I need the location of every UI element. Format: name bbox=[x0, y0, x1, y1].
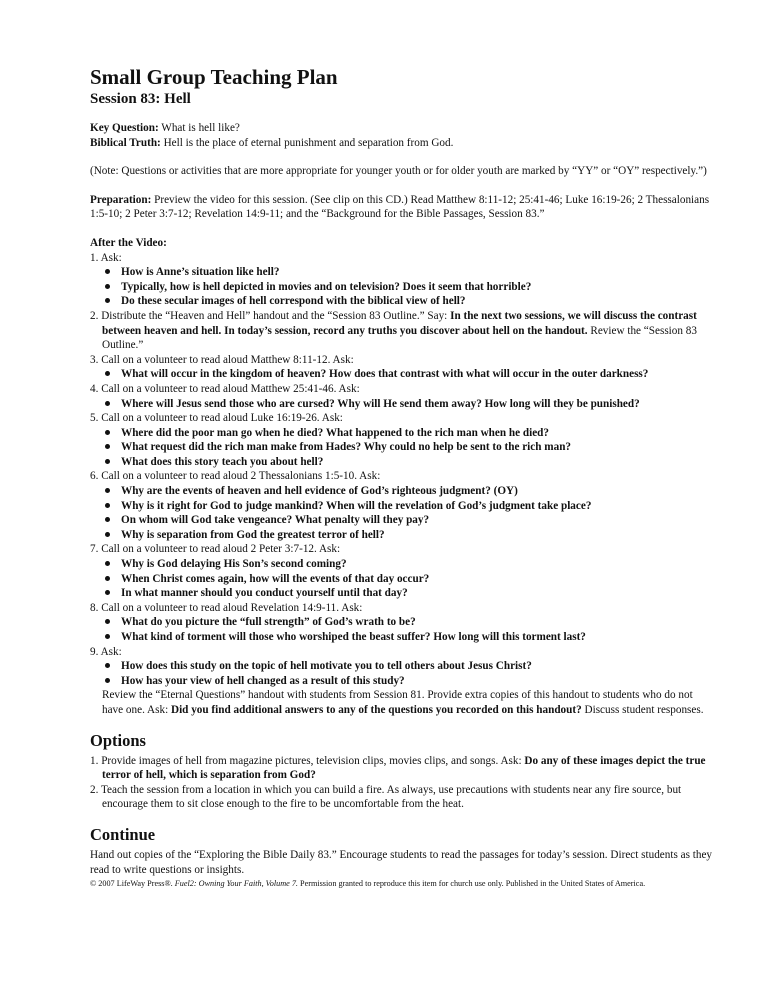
question-item: Where will Jesus send those who are cursed? Why will He send them away? How long will they be punished? bbox=[103, 397, 715, 412]
step-5: 5. Call on a volunteer to read aloud Luke 16:19-26. Ask: bbox=[90, 412, 343, 425]
continue-heading: Continue bbox=[90, 824, 156, 844]
option-1 bbox=[90, 754, 715, 783]
footer-suffix: Permission granted to reproduce this item for church use only. Published in the United States of America. bbox=[297, 879, 646, 889]
step-6: 6. Call on a volunteer to read aloud 2 Thessalonians 1:5-10. Ask: bbox=[90, 470, 381, 483]
options-heading: Options bbox=[90, 730, 146, 750]
step-4: 4. Call on a volunteer to read aloud Matthew 25:41-46. Ask: bbox=[90, 382, 360, 395]
step-3: 3. Call on a volunteer to read aloud Matthew 8:11-12. Ask: bbox=[90, 353, 354, 366]
note-paragraph: (Note: Questions or activities that are more appropriate for younger youth or for older youth are marked by “YY” or “OY” respectively.”) bbox=[90, 165, 707, 178]
question-item: Where did the poor man go when he died? What happened to the rich man when he died? bbox=[103, 426, 715, 441]
step-8: 8. Call on a volunteer to read aloud Revelation 14:9-11. Ask: bbox=[90, 601, 363, 614]
step-9-questions bbox=[90, 659, 715, 688]
question-item: On whom will God take vengeance? What penalty will they pay? bbox=[103, 513, 715, 528]
biblical-truth-label: Biblical Truth: bbox=[90, 136, 161, 149]
option-1-text: 1. Provide images of hell from magazine pictures, television clips, movies clips, and songs. Ask: bbox=[90, 754, 525, 767]
page-title: Small Group Teaching Plan bbox=[90, 65, 338, 89]
review-discuss: Discuss student responses. bbox=[581, 703, 704, 716]
option-1-question: Do any of these images depict the true terror of hell, which is separation from God? bbox=[102, 754, 706, 782]
step-2 bbox=[90, 309, 715, 353]
question-item: What does this story teach you about hell? bbox=[103, 455, 715, 470]
step-9-review bbox=[90, 688, 715, 717]
review-question: Did you find additional answers to any of the questions you recorded on this handout? bbox=[170, 703, 582, 716]
question-item: What kind of torment will those who worshiped the beast suffer? How long will this torment last? bbox=[103, 630, 715, 645]
key-question bbox=[90, 121, 715, 136]
step-7: 7. Call on a volunteer to read aloud 2 Peter 3:7-12. Ask: bbox=[90, 543, 341, 556]
preparation-paragraph bbox=[90, 193, 715, 222]
question-item: Typically, how is hell depicted in movies and on television? Does it seem that horrible? bbox=[103, 280, 715, 295]
step-6-questions bbox=[90, 484, 715, 542]
question-item: Why is it right for God to judge mankind? When will the revelation of God’s judgment take place? bbox=[103, 499, 715, 514]
question-item: How does this study on the topic of hell motivate you to tell others about Jesus Christ? bbox=[103, 659, 715, 674]
preparation-label: Preparation: bbox=[90, 193, 152, 206]
after-video-heading: After the Video: bbox=[90, 236, 167, 249]
footer-prefix: © 2007 LifeWay Press®. bbox=[90, 879, 175, 889]
step-2-review: Review the “Session 83 Outline.” bbox=[102, 324, 697, 352]
step-3-questions bbox=[90, 367, 715, 382]
question-item: How is Anne’s situation like hell? bbox=[103, 265, 715, 280]
question-item: What will occur in the kingdom of heaven? How does that contrast with what will occur in the outer darkness? bbox=[103, 367, 715, 382]
copyright-footer bbox=[90, 878, 715, 889]
question-item: How has your view of hell changed as a result of this study? bbox=[103, 674, 715, 689]
session-subtitle: Session 83: Hell bbox=[90, 91, 191, 107]
question-item: Why are the events of heaven and hell evidence of God’s righteous judgment? (OY) bbox=[103, 484, 715, 499]
step-4-questions bbox=[90, 397, 715, 412]
question-item: In what manner should you conduct yourself until that day? bbox=[103, 586, 715, 601]
question-item: Do these secular images of hell correspond with the biblical view of hell? bbox=[103, 294, 715, 309]
step-9: 9. Ask: bbox=[90, 645, 122, 658]
step-1-questions bbox=[90, 265, 715, 309]
question-item: When Christ comes again, how will the events of that day occur? bbox=[103, 572, 715, 587]
question-item: What request did the rich man make from Hades? Why could no help be sent to the rich man? bbox=[103, 440, 715, 455]
biblical-truth bbox=[90, 136, 715, 151]
step-2-say: In the next two sessions, we will discuss the contrast between heaven and hell. In today’s session, record any truths you discover about hell on the handout. bbox=[102, 309, 697, 337]
preparation-text: Preview the video for this session. (See clip on this CD.) Read Matthew 8:11-12; 25:41-46; Luke 16:19-26; 2 Thessalonians 1:5-10; 2 Peter 3:7-12; Revelation 14:9-11; and the “Background for the Bible Passages, Session 83.” bbox=[90, 193, 710, 221]
question-item: Why is God delaying His Son’s second coming? bbox=[103, 557, 715, 572]
step-5-questions bbox=[90, 426, 715, 470]
biblical-truth-text: Hell is the place of eternal punishment and separation from God. bbox=[160, 136, 454, 149]
step-2-text: 2. Distribute the “Heaven and Hell” handout and the “Session 83 Outline.” Say: bbox=[90, 309, 451, 322]
question-item: Why is separation from God the greatest terror of hell? bbox=[103, 528, 715, 543]
step-1: 1. Ask: bbox=[90, 251, 122, 264]
step-8-questions bbox=[90, 615, 715, 644]
key-question-label: Key Question: bbox=[90, 122, 159, 134]
option-2: 2. Teach the session from a location in which you can build a fire. As always, use precautions with students near any fire source, but encourage them to sit close enough to the fire to be uncomfortable from the heat. bbox=[90, 783, 682, 811]
footer-title: Fuel2: Owning Your Faith, Volume 7. bbox=[174, 879, 298, 889]
review-text: Review the “Eternal Questions” handout with students from Session 81. Provide extra copies of this handout to students who do not have one. Ask: bbox=[102, 689, 693, 716]
continue-paragraph: Hand out copies of the “Exploring the Bible Daily 83.” Encourage students to read the passages for today’s session. Direct students as they read to write questions or insights. bbox=[90, 848, 712, 876]
lesson-plan-page bbox=[90, 64, 715, 889]
step-7-questions bbox=[90, 557, 715, 601]
key-question-text: What is hell like? bbox=[158, 122, 240, 134]
question-item: What do you picture the “full strength” of God’s wrath to be? bbox=[103, 615, 715, 630]
